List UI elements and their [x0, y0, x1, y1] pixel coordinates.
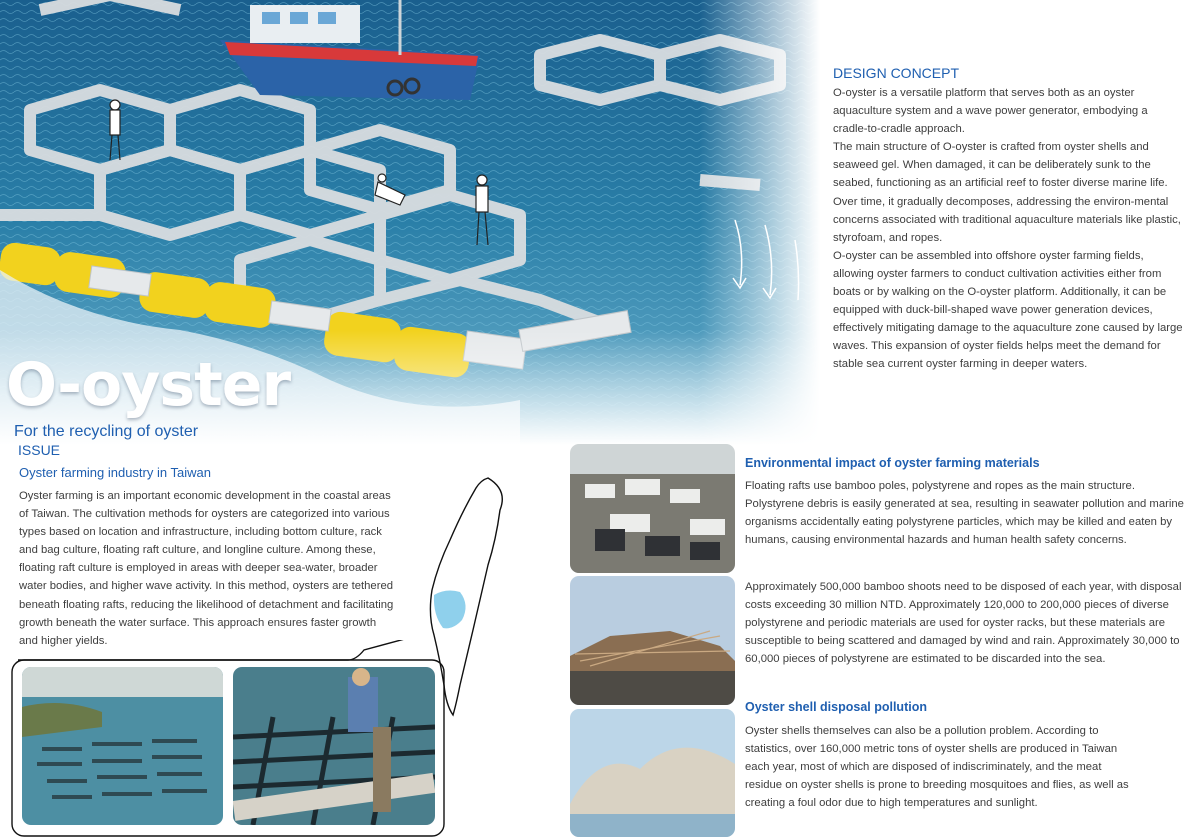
issue-label: ISSUE [18, 442, 61, 458]
shell-pollution-text: Oyster shells themselves can also be a pollution problem. According to statistics, over 160,000 metric tons of oyster shells are produced in Taiwan each year, most of which are disposed of indiscriminately, and the meat residue on oyster shells is prone to breeding mosquitoes and flies, as well as creating a foul odor due to high temperatures and sunlight. [745, 725, 1129, 810]
design-concept-heading: DESIGN CONCEPT [833, 65, 960, 81]
photo-farmer-raft [233, 667, 435, 825]
shell-pollution-heading: Oyster shell disposal pollution [745, 700, 927, 714]
photo-polystyrene-debris [570, 444, 735, 573]
environmental-impact-heading: Environmental impact of oyster farming materials [745, 456, 1040, 470]
farming-industry-text: Oyster farming is an important economic development in the coastal areas of Taiwan. The cultivation methods for oysters are categorized into various types based on location and infrastructure, including bottom culture, rack and bag culture, floating raft culture, and longline culture. Among these, floating raft culture is employed in areas with deeper sea-water, broader water bodies, and higher wave activity. In this method, oysters are tethered beneath floating rafts, reducing the likelihood of detachment and facilitating growth beneath the water surface. This approach ensures faster growth and higher yields. [19, 490, 394, 647]
page-subtitle: For the recycling of oyster [14, 423, 199, 440]
design-concept-text: O-oyster is a versatile platform that serves both as an oyster aquaculture system and a wave power generator, embodying a cradle-to-cradle approach. The main structure of O-oyster is crafted from oyster shells and seaweed gel. When damaged, it can be deliberately sunk to the seabed, functioning as an artificial reef to foster diverse marine life. Over time, it gradually decomposes, addressing the environ-mental concerns associated with traditional aquaculture materials like plastic, styrofoam, and ropes. O-oyster can be assembled into offshore oyster farming fields, allowing oyster farmers to conduct cultivation activities either from boats or by walking on the O-oyster platform. Additionally, it can be equipped with duck-bill-shaped wave power generation devices, effectively mitigating damage to the aquaculture zone caused by large waves. This expansion of oyster fields helps meet the demand for stable sea current oyster farming in deeper waters. [833, 87, 1183, 371]
environmental-impact-text-1: Floating rafts use bamboo poles, polystyrene and ropes as the main structure. Polystyrene debris is easily generated at sea, resulting in seawater pollution and marine organisms accidentally eating polystyrene particles, which may be killed and eaten by humans, causing environmental hazards and human health safety concerns. [745, 480, 1184, 547]
environmental-impact-text-2: Approximately 500,000 bamboo shoots need to be disposed of each year, with disposal costs exceeding 30 million NTD. Approximately 120,000 to 200,000 pieces of diverse polystyrene and periodic materials are used for oyster racks, but these materials are susceptible to being scattered and damaged by wind and rain. Approximately 30,000 to 60,000 pieces of polystyrene are estimated to be discarded into the sea. [745, 581, 1182, 666]
page-title: O-oyster [6, 350, 291, 420]
photo-bamboo-waste [570, 576, 735, 705]
photo-oyster-shell-piles [570, 709, 735, 837]
farming-industry-heading: Oyster farming industry in Taiwan [19, 465, 211, 480]
photo-oyster-rafts-aerial [22, 667, 223, 825]
